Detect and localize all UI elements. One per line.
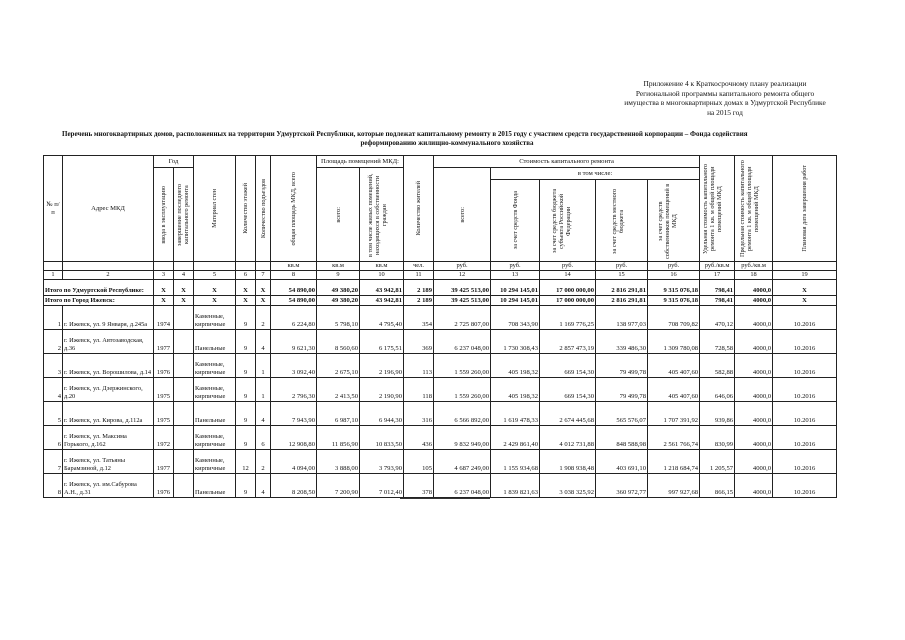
row-value: 9 832 949,00: [434, 425, 491, 449]
total-row: [44, 295, 837, 305]
header-cost-local-text: за счет средств местного бюджета: [610, 187, 625, 254]
row-value: 669 154,30: [540, 353, 596, 377]
units-row: [44, 262, 837, 271]
row-date: 10.2016: [773, 401, 837, 425]
title-line-1: Перечень многоквартирных домов, расположенных на территории Удмуртской Республики, которые подлежат капитальному ремонту в 2015 году с участием средств государственной корпорации – Фонда содействия: [62, 130, 748, 138]
row-value: 4000,0: [735, 305, 773, 329]
total-mark: Х: [256, 279, 271, 295]
col-num: 19: [773, 271, 837, 280]
row-number: 6: [44, 425, 63, 449]
appendix-line: Региональной программы капитального ремонта общего: [635, 88, 815, 98]
col-num: 1: [44, 271, 63, 280]
row-value: 403 691,10: [596, 449, 648, 473]
row-value: 1 559 260,00: [434, 377, 491, 401]
row-wall-material: Каменные, кирпичные: [194, 425, 236, 449]
row-wall-material: Каменные, кирпичные: [194, 449, 236, 473]
col-num: 17: [700, 271, 735, 280]
row-floors: 9: [236, 329, 256, 353]
header-year-commission: [154, 168, 174, 262]
row-last-repair: [174, 401, 194, 425]
row-value: 12 908,80: [271, 425, 317, 449]
row-value: 2 796,30: [271, 377, 317, 401]
total-value: 798,41: [700, 295, 735, 305]
row-floors: 9: [236, 305, 256, 329]
row-value: 470,12: [700, 305, 735, 329]
table-row: [44, 305, 837, 329]
row-last-repair: [174, 425, 194, 449]
header-num: № п/п: [44, 156, 63, 262]
row-value: 1 908 938,48: [540, 449, 596, 473]
appendix-line: на 2015 год: [707, 107, 743, 117]
row-value: 1 155 934,68: [491, 449, 540, 473]
appendix-line: Приложение 4 к Краткосрочному плану реализации: [643, 79, 807, 88]
document-title: [62, 130, 872, 148]
col-num: 10: [360, 271, 404, 280]
row-entrances: 4: [256, 401, 271, 425]
row-year: 1972: [154, 425, 174, 449]
row-value: 565 576,07: [596, 401, 648, 425]
row-value: 1 218 684,74: [648, 449, 700, 473]
row-value: 6 237 048,00: [434, 329, 491, 353]
row-address: г. Ижевск, ул. Максима Горького, д.162: [63, 425, 154, 449]
header-residents: [404, 156, 434, 262]
row-number: 4: [44, 377, 63, 401]
unit-cell: руб.: [648, 262, 700, 271]
col-num: 16: [648, 271, 700, 280]
header-max-cost: [735, 156, 773, 262]
col-num: 4: [174, 271, 194, 280]
row-value: 10 833,50: [360, 425, 404, 449]
total-label: Итого по Город Ижевск:: [44, 295, 154, 305]
header-cost-republic-text: за счет средств бюджета субъекта Российской Федерации: [550, 188, 572, 253]
row-year: 1976: [154, 473, 174, 497]
row-value: 866,15: [700, 473, 735, 497]
col-num: 8: [271, 271, 317, 280]
row-value: 4000,0: [735, 449, 773, 473]
row-wall-material: Каменные, кирпичные: [194, 305, 236, 329]
row-value: 3 888,00: [317, 449, 360, 473]
row-entrances: 2: [256, 449, 271, 473]
row-floors: 9: [236, 377, 256, 401]
total-mark: Х: [256, 295, 271, 305]
row-year: 1976: [154, 353, 174, 377]
row-number: 5: [44, 401, 63, 425]
row-value: 4 012 731,88: [540, 425, 596, 449]
row-value: 848 588,98: [596, 425, 648, 449]
row-value: 4 795,40: [360, 305, 404, 329]
row-value: 3 092,40: [271, 353, 317, 377]
table-row: [44, 425, 837, 449]
row-wall-material: Панельные: [194, 401, 236, 425]
row-value: 405 198,32: [491, 377, 540, 401]
header-entrances-text: Количество подъездов: [259, 178, 267, 239]
header-floors-text: Количество этажей: [242, 183, 250, 234]
header-cost: Стоимость капитального ремонта: [434, 156, 700, 168]
row-value: 997 927,68: [648, 473, 700, 497]
row-year: 1974: [154, 305, 174, 329]
header-year-last-repair-text: завершение последнего капитального ремонта: [175, 183, 190, 246]
total-value: 43 942,81: [360, 279, 404, 295]
row-wall-material: Каменные, кирпичные: [194, 377, 236, 401]
row-address: г. Ижевск, ул. Татьяны Барамзиной, д.12: [63, 449, 154, 473]
unit-cell: руб.: [540, 262, 596, 271]
row-floors: 9: [236, 425, 256, 449]
table-body: [44, 279, 837, 497]
header-wall-text: Материал стен: [211, 189, 219, 228]
row-value: 2 725 807,00: [434, 305, 491, 329]
row-last-repair: [174, 473, 194, 497]
col-num: 11: [404, 271, 434, 280]
row-last-repair: [174, 377, 194, 401]
row-floors: 9: [236, 401, 256, 425]
row-value: 79 499,78: [596, 353, 648, 377]
row-address: г. Ижевск, ул. 9 Января, д.245а: [63, 305, 154, 329]
header-total-area: [271, 156, 317, 262]
total-value: 9 315 076,18: [648, 279, 700, 295]
header-entrances: [256, 156, 271, 262]
unit-cell: чел.: [404, 262, 434, 271]
row-value: 2 857 473,19: [540, 329, 596, 353]
table-row: [44, 353, 837, 377]
row-value: 646,06: [700, 377, 735, 401]
row-value: 1 619 478,33: [491, 401, 540, 425]
row-number: 2: [44, 329, 63, 353]
row-value: 6 175,51: [360, 329, 404, 353]
total-value: 49 380,20: [317, 295, 360, 305]
col-num: 12: [434, 271, 491, 280]
row-value: 8 208,50: [271, 473, 317, 497]
total-mark: Х: [174, 295, 194, 305]
row-value: 405 407,60: [648, 353, 700, 377]
col-num: 2: [63, 271, 154, 280]
row-date: 10.2016: [773, 329, 837, 353]
header-residents-text: Количество жителей: [415, 181, 423, 236]
header-premises-total: [317, 168, 360, 262]
appendix-line: имущества в многоквартирных домах в Удмуртской Республике: [624, 98, 826, 108]
total-date: Х: [773, 279, 837, 295]
table-row: [44, 401, 837, 425]
header-planned-date: [773, 156, 837, 262]
row-value: 6 987,10: [317, 401, 360, 425]
row-value: 2 196,90: [360, 353, 404, 377]
row-year: 1977: [154, 449, 174, 473]
unit-cell: кв.м: [360, 262, 404, 271]
row-value: 7 200,90: [317, 473, 360, 497]
row-number: 3: [44, 353, 63, 377]
row-address: г. Ижевск, ул. Автозаводская, д.36: [63, 329, 154, 353]
row-value: 1 309 780,08: [648, 329, 700, 353]
total-value: 2 816 291,81: [596, 279, 648, 295]
row-address: г. Ижевск, ул. им.Сабурова А.Н., д.31: [63, 473, 154, 497]
header-premises-area: Площадь помещений МКД:: [317, 156, 404, 168]
header-specific-cost: [700, 156, 735, 262]
row-value: 2 674 445,68: [540, 401, 596, 425]
row-address: г. Ижевск, ул. Кирова, д.112а: [63, 401, 154, 425]
table-row: [44, 329, 837, 353]
row-value: 405 407,60: [648, 377, 700, 401]
col-num: 13: [491, 271, 540, 280]
row-year: 1977: [154, 329, 174, 353]
row-value: 4000,0: [735, 425, 773, 449]
header-cost-owners-text: за счет средств собственников помещений в МКД: [656, 182, 678, 259]
unit-cell: руб.: [596, 262, 648, 271]
row-floors: 9: [236, 353, 256, 377]
row-value: 9 621,30: [271, 329, 317, 353]
unit-cell: руб./кв.м: [735, 262, 773, 271]
row-value: 1 707 391,92: [648, 401, 700, 425]
row-value: 4000,0: [735, 401, 773, 425]
row-value: 4 687 249,00: [434, 449, 491, 473]
total-value: 49 380,20: [317, 279, 360, 295]
row-value: 339 486,30: [596, 329, 648, 353]
row-floors: 12: [236, 449, 256, 473]
row-value: 4000,0: [735, 329, 773, 353]
total-mark: Х: [194, 295, 236, 305]
row-value: 354: [404, 305, 434, 329]
col-num: 3: [154, 271, 174, 280]
row-value: 939,86: [700, 401, 735, 425]
row-value: 118: [404, 377, 434, 401]
header-premises-residential-text: в том числе жилых помещений, находящихся в собственности граждан: [366, 172, 388, 257]
total-value: 43 942,81: [360, 295, 404, 305]
header-specific-cost-text: Удельная стоимость капитального ремонта 1 кв. м общей площади помещений МКД: [702, 163, 724, 254]
row-value: 708 343,90: [491, 305, 540, 329]
row-date: 10.2016: [773, 473, 837, 497]
row-value: 113: [404, 353, 434, 377]
row-value: 2 190,90: [360, 377, 404, 401]
row-value: 11 856,90: [317, 425, 360, 449]
row-value: 4000,0: [735, 473, 773, 497]
row-date: 10.2016: [773, 449, 837, 473]
total-mark: Х: [154, 279, 174, 295]
column-numbers-row: [44, 271, 837, 280]
col-num: 6: [236, 271, 256, 280]
total-value: 9 315 076,18: [648, 295, 700, 305]
row-value: 138 977,03: [596, 305, 648, 329]
total-value: 798,41: [700, 279, 735, 295]
row-entrances: 4: [256, 329, 271, 353]
row-number: 8: [44, 473, 63, 497]
total-value: 39 425 513,00: [434, 279, 491, 295]
header-cost-total-text: всего:: [458, 206, 466, 223]
total-mark: Х: [174, 279, 194, 295]
total-mark: Х: [154, 295, 174, 305]
total-value: 10 294 145,01: [491, 295, 540, 305]
total-value: 17 000 000,00: [540, 279, 596, 295]
total-mark: Х: [236, 295, 256, 305]
row-value: 369: [404, 329, 434, 353]
row-entrances: 2: [256, 305, 271, 329]
row-entrances: 1: [256, 353, 271, 377]
row-value: 2 561 766,74: [648, 425, 700, 449]
row-last-repair: [174, 353, 194, 377]
row-value: 6 237 048,00: [434, 473, 491, 497]
row-date: 10.2016: [773, 377, 837, 401]
total-row: [44, 279, 837, 295]
row-value: 405 198,32: [491, 353, 540, 377]
row-wall-material: Каменные, кирпичные: [194, 353, 236, 377]
row-last-repair: [174, 329, 194, 353]
row-year: 1975: [154, 401, 174, 425]
table-row: [44, 449, 837, 473]
col-num: 9: [317, 271, 360, 280]
row-entrances: 6: [256, 425, 271, 449]
row-value: 708 709,82: [648, 305, 700, 329]
row-value: 4000,0: [735, 377, 773, 401]
unit-cell: кв.м: [271, 262, 317, 271]
row-number: 7: [44, 449, 63, 473]
total-value: 54 890,00: [271, 295, 317, 305]
row-value: 79 499,78: [596, 377, 648, 401]
row-value: 728,58: [700, 329, 735, 353]
unit-cell: кв.м: [317, 262, 360, 271]
row-value: 7 012,40: [360, 473, 404, 497]
total-mark: Х: [194, 279, 236, 295]
header-cost-republic: [540, 180, 596, 262]
header-premises-total-text: всего:: [334, 206, 342, 223]
row-value: 6 566 892,00: [434, 401, 491, 425]
row-value: 360 972,77: [596, 473, 648, 497]
col-num: 15: [596, 271, 648, 280]
total-value: 4000,0: [735, 295, 773, 305]
row-value: 8 560,60: [317, 329, 360, 353]
row-value: 1 730 308,43: [491, 329, 540, 353]
total-date: Х: [773, 295, 837, 305]
repair-list-table: [43, 155, 837, 498]
row-value: 3 038 325,92: [540, 473, 596, 497]
row-date: 10.2016: [773, 305, 837, 329]
total-label: Итого по Удмуртской Республике:: [44, 279, 154, 295]
row-wall-material: Панельные: [194, 329, 236, 353]
total-value: 39 425 513,00: [434, 295, 491, 305]
row-entrances: 4: [256, 473, 271, 497]
row-value: 4 094,00: [271, 449, 317, 473]
row-value: 5 798,10: [317, 305, 360, 329]
row-value: 2 429 861,40: [491, 425, 540, 449]
total-value: 2 816 291,81: [596, 295, 648, 305]
header-address: Адрес МКД: [63, 156, 154, 262]
header-cost-owners: [648, 180, 700, 262]
unit-cell: руб./кв.м: [700, 262, 735, 271]
row-last-repair: [174, 305, 194, 329]
row-value: 1 559 260,00: [434, 353, 491, 377]
row-value: 2 675,10: [317, 353, 360, 377]
header-year-last-repair: [174, 168, 194, 262]
total-value: 54 890,00: [271, 279, 317, 295]
row-value: 378: [404, 473, 434, 497]
row-last-repair: [174, 449, 194, 473]
header-max-cost-text: Предельная стоимость капитального ремонта 1 кв. м общей площади помещений МКД: [738, 160, 760, 257]
row-value: 6 944,30: [360, 401, 404, 425]
row-entrances: 1: [256, 377, 271, 401]
row-address: г. Ижевск, ул. Дзержинского, д.20: [63, 377, 154, 401]
header-including: в том числе:: [491, 168, 700, 180]
row-value: 7 943,90: [271, 401, 317, 425]
header-cost-fund: [491, 180, 540, 262]
unit-cell: руб.: [434, 262, 491, 271]
row-value: 436: [404, 425, 434, 449]
title-line-2: реформированию жилищно-коммунального хозяйства: [360, 139, 534, 147]
header-total-area-text: общая площадь МКД, всего: [290, 171, 298, 246]
row-value: 1 169 776,25: [540, 305, 596, 329]
header-cost-local: [596, 180, 648, 262]
header-premises-residential: [360, 168, 404, 262]
total-value: 17 000 000,00: [540, 295, 596, 305]
row-value: 105: [404, 449, 434, 473]
total-value: 2 189: [404, 295, 434, 305]
table-row: [44, 473, 837, 497]
row-value: 316: [404, 401, 434, 425]
appendix-note: [600, 79, 850, 117]
row-date: 10.2016: [773, 425, 837, 449]
table-row: [44, 377, 837, 401]
row-value: 830,99: [700, 425, 735, 449]
col-num: 18: [735, 271, 773, 280]
total-value: 2 189: [404, 279, 434, 295]
row-value: 1 205,57: [700, 449, 735, 473]
total-value: 4000,0: [735, 279, 773, 295]
header-planned-date-text: Плановая дата завершения работ: [801, 165, 809, 252]
total-value: 10 294 145,01: [491, 279, 540, 295]
row-value: 582,88: [700, 353, 735, 377]
row-value: 2 413,50: [317, 377, 360, 401]
row-number: 1: [44, 305, 63, 329]
row-floors: 9: [236, 473, 256, 497]
col-num: 7: [256, 271, 271, 280]
header-cost-total: [434, 168, 491, 262]
col-num: 5: [194, 271, 236, 280]
row-value: 6 224,80: [271, 305, 317, 329]
col-num: 14: [540, 271, 596, 280]
header-wall: [194, 156, 236, 262]
header-cost-fund-text: за счет средств Фонда: [511, 191, 519, 250]
total-mark: Х: [236, 279, 256, 295]
header-year-commission-text: ввода в эксплуатацию: [160, 185, 167, 244]
bottom-rule: [400, 498, 490, 499]
row-year: 1975: [154, 377, 174, 401]
row-date: 10.2016: [773, 353, 837, 377]
row-value: 1 839 821,63: [491, 473, 540, 497]
row-value: 3 793,90: [360, 449, 404, 473]
row-value: 4000,0: [735, 353, 773, 377]
row-address: г. Ижевск, ул. Ворошилова, д.14: [63, 353, 154, 377]
header-floors: [236, 156, 256, 262]
row-value: 669 154,30: [540, 377, 596, 401]
unit-cell: руб.: [491, 262, 540, 271]
row-wall-material: Панельные: [194, 473, 236, 497]
header-year: Год: [154, 156, 194, 168]
